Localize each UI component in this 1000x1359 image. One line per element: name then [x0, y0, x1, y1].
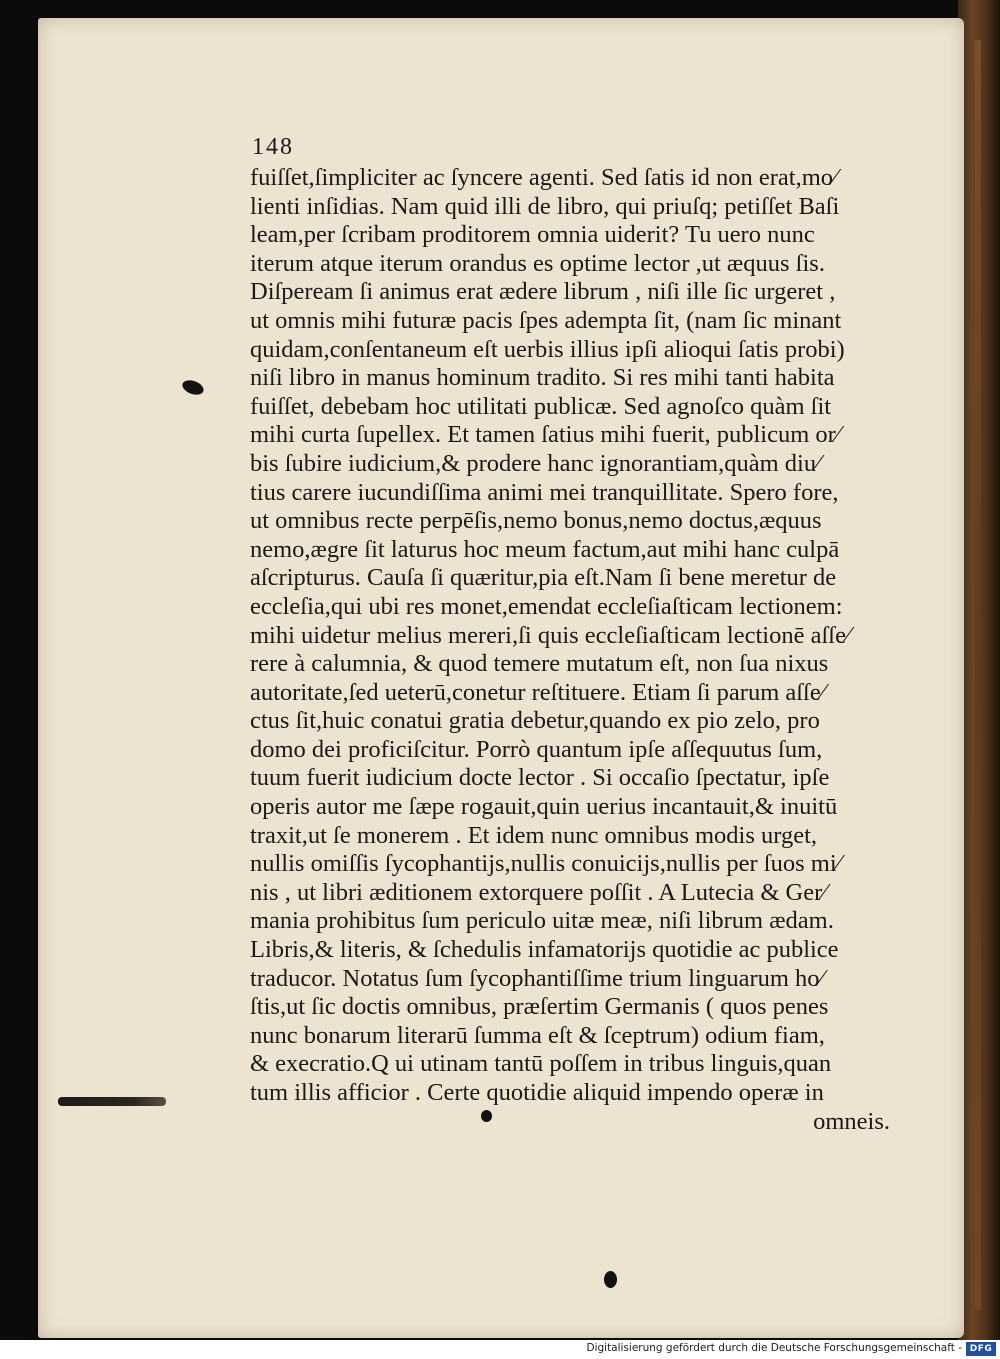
text-line: nis , ut libri æditionem extorquere poſſit . A Lutecia & Ger⁄ — [250, 878, 827, 906]
text-line: traxit,ut ſe monerem . Et idem nunc omnibus modis urget, — [250, 821, 818, 849]
text-line: domo dei proficiſcitur. Porrò quantum ipſe aſſequutus ſum, — [250, 735, 823, 763]
text-line: mihi uidetur melius mereri,ſi quis eccleſiaſticam lectionē aſſe⁄ — [250, 621, 851, 649]
catchword: omneis. — [813, 1107, 890, 1135]
ink-spot — [481, 1110, 492, 1122]
text-line: traducor. Notatus ſum ſycophantiſſime trium linguarum ho⁄ — [250, 964, 824, 992]
page-number: 148 — [252, 134, 294, 160]
ink-stroke — [58, 1097, 166, 1106]
text-line: ſtis,ut ſic doctis omnibus, præſertim Germanis ( quos penes — [250, 993, 829, 1021]
text-line: ut omnibus recte perpēſis,nemo bonus,nemo doctus,æquus — [250, 507, 822, 535]
text-line: rere à calumnia, & quod temere mutatum eſt, non ſua nixus — [250, 650, 829, 678]
text-line: autoritate,ſed ueterū,conetur reſtituere. Etiam ſi parum aſſe⁄ — [250, 678, 825, 706]
text-line: ctus ſit,huic conatui gratia debetur,quando ex pio zelo, pro — [250, 707, 820, 735]
dfg-logo: DFG — [966, 1342, 996, 1356]
text-line: bis ſubire iudicium,& prodere hanc ignorantiam,quàm diu⁄ — [250, 449, 821, 477]
text-line: aſcripturus. Cauſa ſi quæritur,pia eſt.Nam ſi bene meretur de — [250, 564, 837, 592]
text-line: tius carere iucundiſſima animi mei tranquillitate. Spero fore, — [250, 478, 839, 506]
text-line: iterum atque iterum orandus es optime lector ,ut æquus ſis. — [250, 249, 825, 277]
digitization-credit: Digitalisierung gefördert durch die Deutsche Forschungsgemeinschaft - — [586, 1342, 962, 1354]
body-text — [250, 164, 900, 1136]
ink-spot — [604, 1271, 617, 1288]
text-line: quidam,conſentaneum eſt uerbis illius ipſi alioqui ſatis probi) — [250, 335, 845, 363]
text-line: nullis omiſſis ſycophantijs,nullis conuicijs,nullis per ſuos mi⁄ — [250, 850, 841, 878]
text-line: Diſpeream ſi animus erat ædere librum , niſi ille ſic urgeret , — [250, 278, 836, 306]
text-line: Libris,& literis, & ſchedulis infamatorijs quotidie ac publice — [250, 936, 839, 964]
text-line: mihi curta ſupellex. Et tamen ſatius mihi fuerit, publicum or⁄ — [250, 421, 840, 449]
text-line: tum illis afficior . Certe quotidie aliquid impendo operæ in — [250, 1079, 824, 1106]
text-line: operis autor me ſæpe rogauit,quin uerius incantauit,& inuitū — [250, 793, 838, 821]
book-edge-highlight — [975, 40, 981, 1310]
text-line: leam,per ſcribam proditorem omnia uiderit? Tu uero nunc — [250, 221, 815, 249]
text-line: niſi libro in manus hominum tradito. Si res mihi tanti habita — [250, 364, 835, 392]
text-line: nemo,ægre ſit laturus hoc meum factum,aut mihi hanc culpā — [250, 535, 840, 563]
text-line: tuum fuerit iudicium docte lector . Si occaſio ſpectatur, ipſe — [250, 764, 830, 792]
text-line: eccleſia,qui ubi res monet,emendat eccleſiaſticam lectionem: — [250, 592, 843, 620]
text-line: ut omnis mihi futuræ pacis ſpes adempta ſit, (nam ſic minant — [250, 306, 842, 334]
text-line: nunc bonarum literarū ſumma eſt & ſceptrum) odium fiam, — [250, 1021, 825, 1049]
text-line: lienti inſidias. Nam quid illi de libro, qui priuſq; petiſſet Baſi — [250, 192, 840, 220]
text-line: & execratio.Q ui utinam tantū poſſem in tribus linguis,quan — [250, 1050, 832, 1078]
text-line: fuiſſet,ſimpliciter ac ſyncere agenti. Sed ſatis id non erat,mo⁄ — [250, 164, 838, 191]
text-line: mania prohibitus ſum periculo uitæ meæ, niſi librum ædam. — [250, 907, 834, 935]
text-line: fuiſſet, debebam hoc utilitati publicæ. Sed agnoſco quàm ſit — [250, 392, 832, 420]
